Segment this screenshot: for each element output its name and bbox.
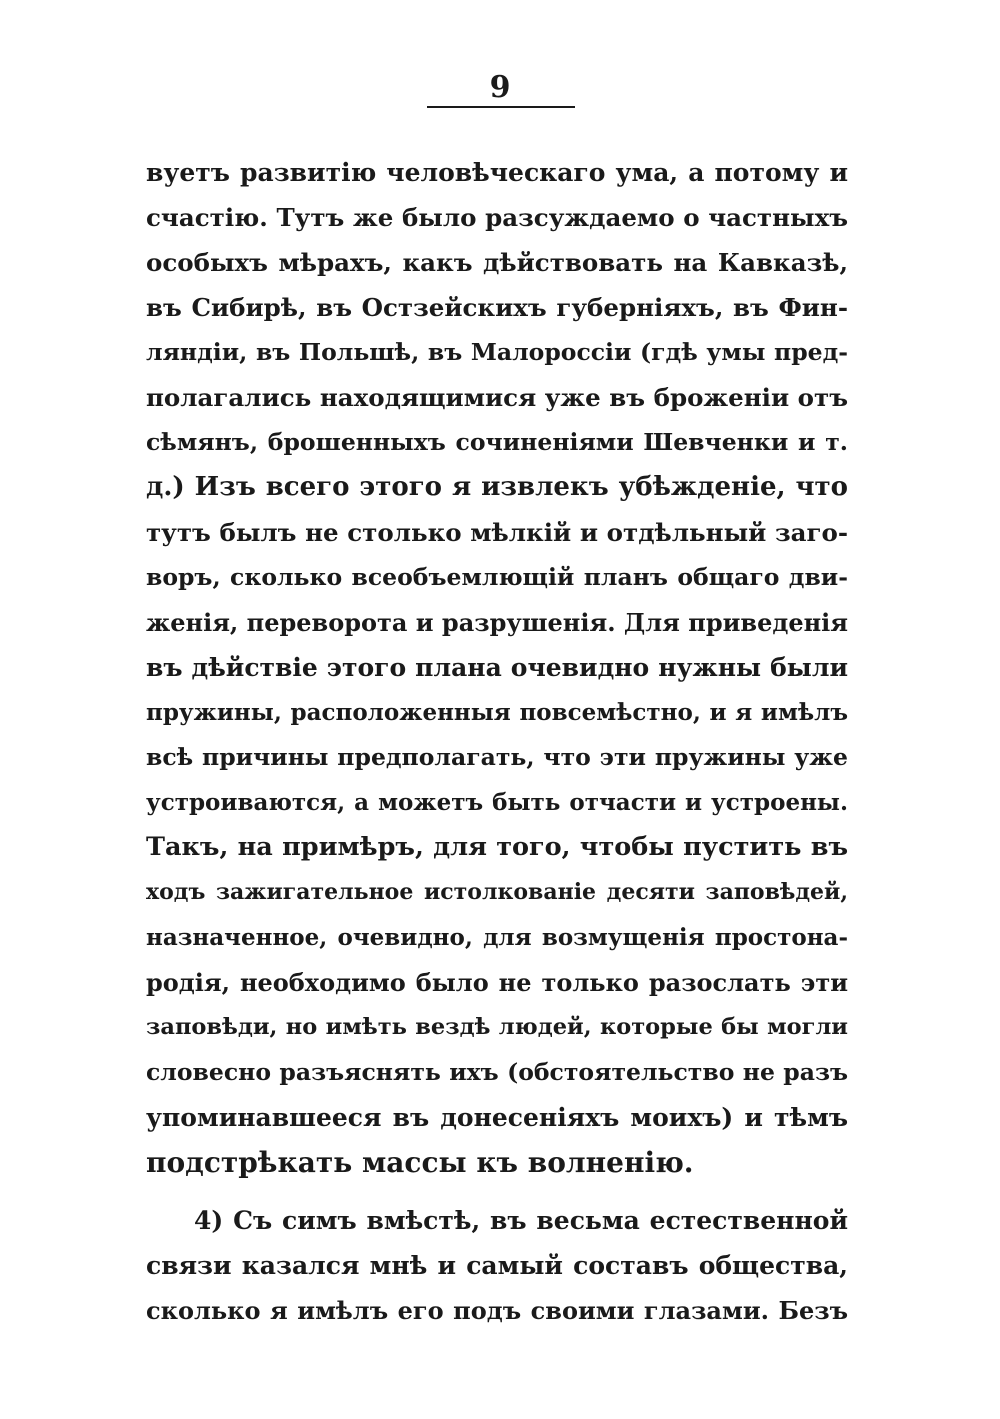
text-line: полагались находящимися уже въ броженіи отъ: [146, 383, 848, 412]
text-line: женія, переворота и разрушенія. Для приведенія: [146, 608, 849, 637]
paragraph-gap: [146, 1185, 848, 1198]
text-line: всѣ причины предполагать, что эти пружины уже: [146, 743, 848, 771]
text-line: счастію. Тутъ же было разсуждаемо о частныхъ: [146, 203, 848, 232]
text-line: назначенное, очевидно, для возмущенія простона-: [146, 924, 848, 951]
text-line: словесно разъяснять ихъ (обстоятельство не разъ: [146, 1058, 848, 1086]
text-line: заповѣди, но имѣть вездѣ людей, которые бы могли: [146, 1014, 848, 1040]
text-line: родія, необходимо было не только разослать эти: [146, 968, 848, 997]
text-line: сколько я имѣлъ его подъ своими глазами. Безъ: [146, 1296, 848, 1325]
text-line: въ Сибирѣ, въ Остзейскихъ губерніяхъ, въ Фин-: [146, 293, 848, 322]
paragraph-1: [146, 150, 848, 1185]
page-number: 9: [489, 70, 511, 105]
text-line: сѣмянъ, брошенныхъ сочиненіями Шевченки и т.: [146, 428, 848, 456]
text-line: тутъ былъ не столько мѣлкій и отдѣльный заго-: [146, 518, 848, 547]
text-line: подстрѣкать массы къ волненію.: [146, 1146, 694, 1179]
text-line: связи казался мнѣ и самый составъ общества,: [146, 1251, 848, 1280]
paragraph-2: [146, 1198, 848, 1333]
text-line: Такъ, на примѣръ, для того, чтобы пустить въ: [146, 832, 848, 862]
text-line: особыхъ мѣрахъ, какъ дѣйствовать на Кавказѣ,: [146, 248, 848, 277]
text-line: ляндіи, въ Польшѣ, въ Малороссіи (гдѣ умы пред-: [146, 338, 848, 366]
text-line: ходъ зажигательное истолкованіе десяти заповѣдей,: [146, 879, 848, 905]
text-line: 4) Съ симъ вмѣстѣ, въ весьма естественной: [194, 1206, 848, 1235]
body-text: [146, 150, 848, 1333]
text-line: пружины, расположенныя повсемѣстно, и я имѣлъ: [146, 699, 848, 726]
page-number-rule: [427, 106, 575, 108]
text-line: упоминавшееся въ донесеніяхъ моихъ) и тѣмъ: [146, 1103, 848, 1132]
text-line: устроиваются, а можетъ быть отчасти и устроены.: [146, 789, 848, 816]
text-line: воръ, сколько всеобъемлющій планъ общаго дви-: [146, 563, 848, 591]
text-line: д.) Изъ всего этого я извлекъ убѣжденіе, что: [146, 472, 848, 502]
text-line: вуетъ развитію человѣческаго ума, а потому и: [146, 158, 848, 187]
text-line: въ дѣйствіе этого плана очевидно нужны были: [146, 653, 848, 682]
